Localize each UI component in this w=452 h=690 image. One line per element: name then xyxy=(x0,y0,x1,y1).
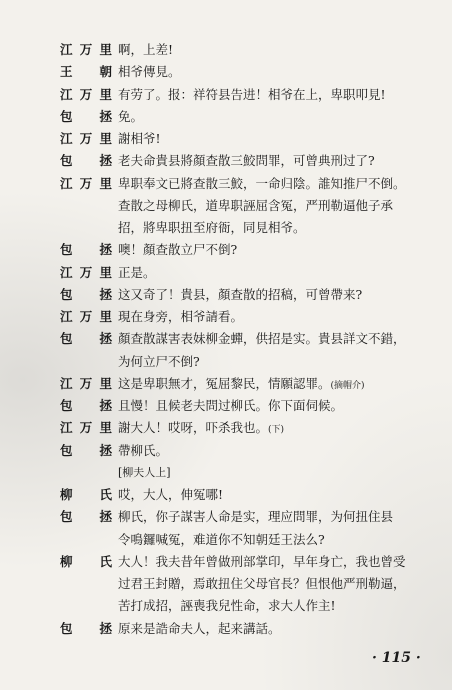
dialogue-words: 柳氏，你子謀害人命是实，理应問罪，为何扭住县 xyxy=(118,509,394,525)
speaker-name xyxy=(60,439,112,463)
speaker-char: 里 xyxy=(99,131,112,146)
dialogue-text xyxy=(118,305,438,329)
script-line xyxy=(0,105,452,129)
speaker-char: 里 xyxy=(99,309,112,324)
script-line xyxy=(0,238,452,262)
dialogue-text xyxy=(118,127,438,151)
script-line xyxy=(0,83,452,107)
speaker-char: 包 xyxy=(60,242,73,258)
dialogue-text xyxy=(118,83,438,107)
dialogue-text xyxy=(118,327,438,351)
speaker-char: 拯 xyxy=(99,153,112,169)
speaker-name xyxy=(60,416,112,440)
dialogue-text xyxy=(118,350,438,374)
speaker-char: 拯 xyxy=(99,242,112,258)
speaker-char: 拯 xyxy=(99,509,112,525)
speaker-name xyxy=(60,305,112,329)
speaker-char: 万 xyxy=(79,420,93,436)
speaker-char: 柳 xyxy=(60,487,73,502)
dialogue-words: 現在身旁，相爷請看。 xyxy=(118,309,244,324)
script-line xyxy=(0,550,452,574)
dialogue-text xyxy=(118,149,438,173)
speaker-char: 拯 xyxy=(99,108,112,124)
speaker-char: 拯 xyxy=(99,286,112,302)
speaker-char: 拯 xyxy=(99,331,112,347)
speaker-char: 里 xyxy=(99,175,112,191)
speaker-char: 江 xyxy=(60,175,73,191)
script-line xyxy=(0,261,452,285)
speaker-char: 包 xyxy=(60,398,73,413)
speaker-char: 里 xyxy=(99,42,112,57)
stage-note: (摘帽介) xyxy=(330,380,365,391)
dialogue-words: 啊，上差! xyxy=(118,42,174,57)
script-line xyxy=(0,305,452,329)
speaker-char: 万 xyxy=(79,42,93,57)
script-line xyxy=(0,216,452,240)
speaker-name xyxy=(60,372,112,396)
speaker-name xyxy=(60,505,112,529)
dialogue-words: 免。 xyxy=(118,108,144,124)
speaker-char: 拯 xyxy=(99,398,112,413)
page-number: · 115 · xyxy=(372,650,421,666)
script-line xyxy=(0,60,452,84)
speaker-name xyxy=(60,238,112,262)
dialogue-words: 查散之母柳氏，道卑职誣屈含冤，严刑勒逼他子承 xyxy=(118,197,394,213)
dialogue-text xyxy=(118,617,438,641)
script-line xyxy=(0,194,452,218)
speaker-name xyxy=(60,261,112,285)
dialogue-words: 苦打成招，誣喪我兒性命，求大人作主! xyxy=(118,598,336,614)
script-line xyxy=(0,617,452,641)
speaker-char: 江 xyxy=(60,264,73,280)
speaker-char: 氏 xyxy=(99,553,112,569)
dialogue-words: 老夫命貴县將顏查散三鮫問罪，可曾典刑过了? xyxy=(118,153,375,169)
dialogue-words: 卑职奉文已將查散三鮫，一命归陰。誰知推尸不倒。 xyxy=(118,175,406,191)
script-line xyxy=(0,483,452,507)
dialogue-text xyxy=(118,483,438,507)
speaker-char: 柳 xyxy=(60,553,73,569)
script-line xyxy=(0,283,452,307)
speaker-char: 里 xyxy=(99,86,112,102)
speaker-char: 万 xyxy=(79,86,93,102)
dialogue-words: 过君王封贈，焉敢扭住父母官長？但恨他严刑勒逼， xyxy=(118,576,406,591)
speaker-char: 江 xyxy=(60,309,73,324)
dialogue-text xyxy=(118,194,438,218)
speaker-char: 万 xyxy=(79,264,93,280)
speaker-name xyxy=(60,38,112,62)
dialogue-text xyxy=(118,505,438,529)
dialogue-words: 相爷傳見。 xyxy=(118,64,181,80)
speaker-char: 里 xyxy=(99,375,112,391)
script-line xyxy=(0,350,452,374)
speaker-name xyxy=(60,550,112,574)
speaker-char: 万 xyxy=(79,131,93,146)
script-line xyxy=(0,439,452,463)
dialogue-text xyxy=(118,238,438,262)
speaker-name xyxy=(60,60,112,84)
speaker-name xyxy=(60,83,112,107)
dialogue-words: 帶柳氏。 xyxy=(118,442,169,458)
speaker-char: 江 xyxy=(60,420,73,436)
script-line xyxy=(0,505,452,529)
speaker-name xyxy=(60,394,112,418)
script-line xyxy=(0,38,452,62)
stage-note: (下) xyxy=(268,425,285,436)
dialogue-words: 有劳了。报：祥符县告进！相爷在上，卑职叩見! xyxy=(118,86,386,102)
speaker-char: 江 xyxy=(60,42,73,57)
speaker-char: 万 xyxy=(79,309,93,324)
dialogue-words: 顏查散謀害表妹柳金蟬，供招是实。貴县詳文不錯， xyxy=(118,331,406,347)
speaker-char: 包 xyxy=(60,620,73,636)
speaker-char: 江 xyxy=(60,375,73,391)
speaker-name xyxy=(60,483,112,507)
script-line xyxy=(0,172,452,196)
script-line xyxy=(0,327,452,351)
speaker-char: 包 xyxy=(60,331,73,347)
speaker-name xyxy=(60,105,112,129)
dialogue-words: 謝相爷! xyxy=(118,131,161,146)
script-line xyxy=(0,372,452,396)
dialogue-words: 謝大人！哎呀，吓杀我也。 xyxy=(118,420,269,436)
speaker-char: 里 xyxy=(99,264,112,280)
speaker-char: 王 xyxy=(60,64,73,80)
speaker-char: 包 xyxy=(60,286,73,302)
speaker-char: 万 xyxy=(79,375,93,391)
speaker-char: 包 xyxy=(60,509,73,525)
speaker-char: 万 xyxy=(79,175,93,191)
dialogue-words: 且慢！且候老夫問过柳氏。你下面伺候。 xyxy=(118,398,344,413)
dialogue-words: 为何立尸不倒? xyxy=(118,353,200,369)
dialogue-text xyxy=(118,60,438,84)
speaker-name xyxy=(60,283,112,307)
script-line xyxy=(0,127,452,151)
dialogue-text xyxy=(118,572,438,596)
dialogue-words: 令鳴鑼喊冤，难道你不知朝廷王法么? xyxy=(118,531,325,547)
dialogue-words: 原来是誥命夫人，起来講話。 xyxy=(118,620,281,636)
dialogue-text xyxy=(118,528,438,552)
stage-direction: [柳夫人上] xyxy=(118,465,171,479)
dialogue-words: 大人！我夫昔年曾做刑部掌印，早年身亡，我也曾受 xyxy=(118,553,406,569)
speaker-char: 包 xyxy=(60,442,73,458)
speaker-name xyxy=(60,149,112,173)
dialogue-words: 招，將卑职扭至府衙，同見相爷。 xyxy=(118,220,306,235)
dialogue-text xyxy=(118,594,438,618)
dialogue-text xyxy=(118,105,438,129)
speaker-char: 拯 xyxy=(99,442,112,458)
speaker-char: 江 xyxy=(60,131,73,146)
speaker-char: 拯 xyxy=(99,620,112,636)
dialogue-words: 正是。 xyxy=(118,264,156,280)
speaker-name xyxy=(60,327,112,351)
dialogue-words: 噢！顏查散立尸不倒? xyxy=(118,242,238,258)
script-line xyxy=(0,528,452,552)
speaker-name xyxy=(60,172,112,196)
dialogue-words: 哎，大人，伸冤哪! xyxy=(118,487,224,502)
dialogue-text xyxy=(118,261,438,285)
script-line xyxy=(0,149,452,173)
speaker-char: 朝 xyxy=(99,64,112,80)
script-line xyxy=(0,394,452,418)
script-line xyxy=(0,594,452,618)
speaker-char: 氏 xyxy=(99,487,112,502)
dialogue-words: 这是卑职無才，冤屈黎民，情願認罪。 xyxy=(118,375,331,391)
dialogue-text xyxy=(118,439,438,463)
speaker-name xyxy=(60,617,112,641)
script-line xyxy=(0,461,452,485)
dialogue-text xyxy=(118,283,438,307)
speaker-char: 包 xyxy=(60,153,73,169)
speaker-char: 里 xyxy=(99,420,112,436)
speaker-name xyxy=(60,127,112,151)
script-line xyxy=(0,416,452,440)
dialogue-text xyxy=(118,394,438,418)
speaker-char: 包 xyxy=(60,108,73,124)
dialogue-text xyxy=(118,216,438,240)
dialogue-text xyxy=(118,172,438,196)
dialogue-words: 这又奇了！貴县，顏查散的招稿，可曾帶来? xyxy=(118,286,363,302)
speaker-char: 江 xyxy=(60,86,73,102)
script-line xyxy=(0,572,452,596)
dialogue-text xyxy=(118,38,438,62)
dialogue-text xyxy=(118,550,438,574)
